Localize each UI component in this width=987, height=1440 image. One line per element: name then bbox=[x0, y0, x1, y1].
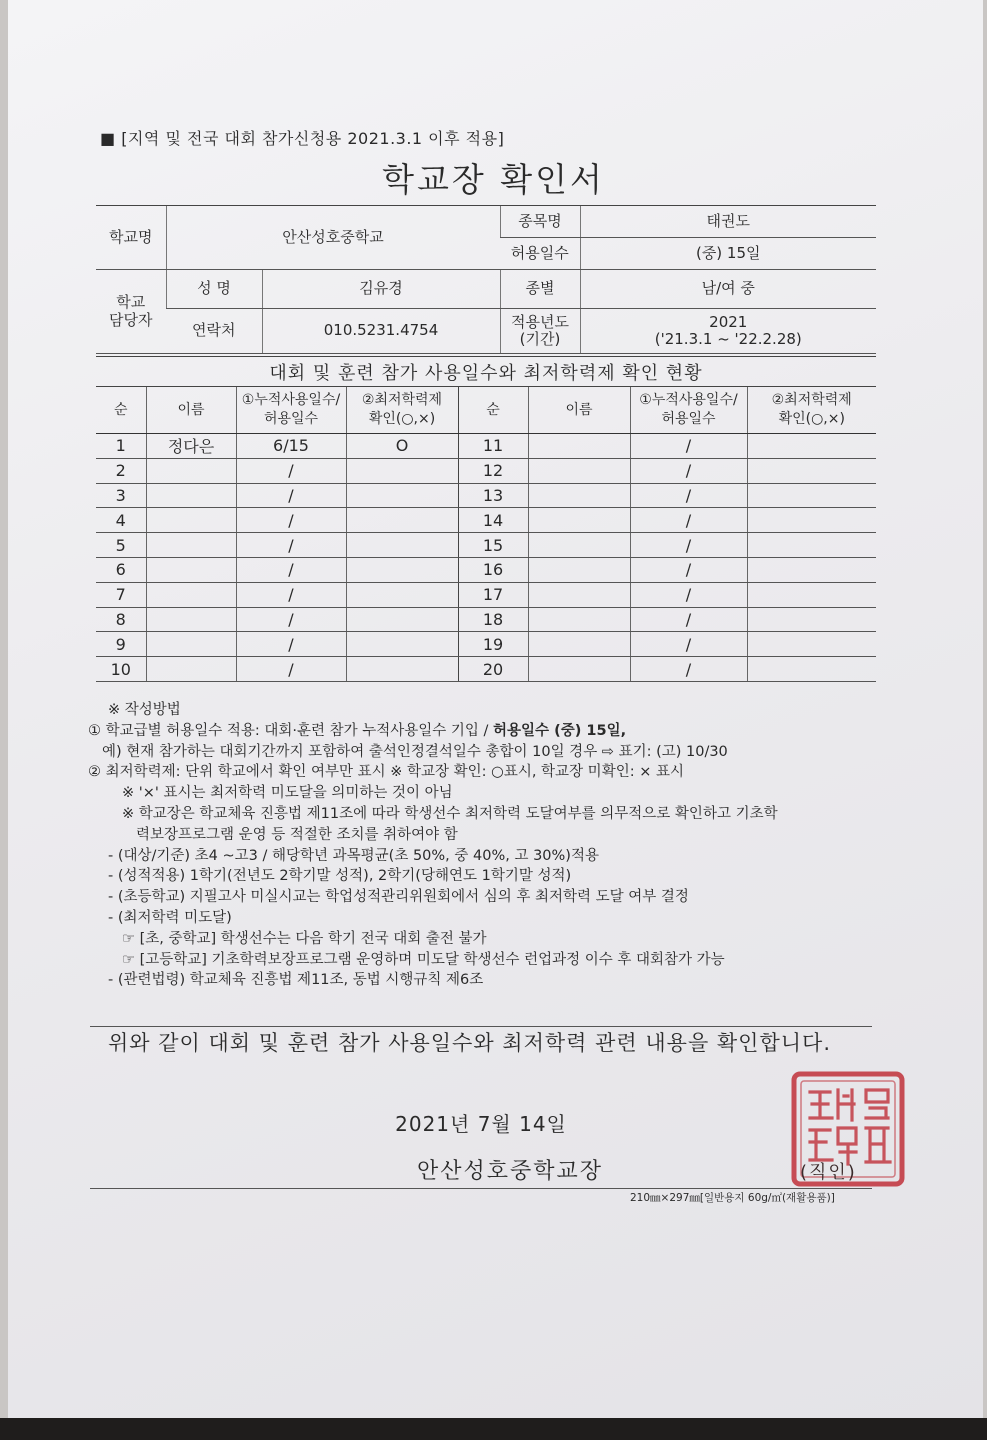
header-tag: ■ [지역 및 전국 대회 참가신청용 2021.3.1 이후 적용] bbox=[100, 129, 505, 148]
table-row bbox=[96, 434, 876, 459]
row-no-right: 13 bbox=[458, 483, 528, 508]
header-check bbox=[346, 387, 458, 434]
row-name-right bbox=[528, 557, 630, 582]
seal-label: (직인) bbox=[800, 1162, 857, 1183]
row-check-right bbox=[747, 533, 876, 558]
row-days-left: 6/15 bbox=[236, 434, 346, 459]
row-days-right: / bbox=[630, 657, 747, 682]
row-days-left: / bbox=[236, 483, 346, 508]
header-no-right: 순 bbox=[458, 387, 528, 434]
manager-label-line1: 학교 bbox=[116, 293, 146, 312]
row-check-right bbox=[747, 582, 876, 607]
row-check-left bbox=[346, 607, 458, 632]
usage-table bbox=[96, 386, 876, 682]
row-check-right bbox=[747, 458, 876, 483]
note-5: ※ 학교장은 학교체육 진흥법 제11조에 따라 학생선수 최저학력 도달여부를 의무적으로 확인하고 기초학 bbox=[122, 805, 778, 822]
table-row bbox=[96, 582, 876, 607]
row-name-left bbox=[146, 657, 236, 682]
row-name-right bbox=[528, 434, 630, 459]
header-check-right-line1: ②최저학력제 bbox=[771, 392, 852, 409]
row-check-right bbox=[747, 632, 876, 657]
table-row bbox=[96, 458, 876, 483]
row-no-right: 20 bbox=[458, 657, 528, 682]
row-no-left: 7 bbox=[96, 582, 146, 607]
row-no-left: 4 bbox=[96, 508, 146, 533]
row-check-left bbox=[346, 657, 458, 682]
photo-shadow bbox=[0, 1418, 987, 1440]
school-name: 안산성호중학교 bbox=[166, 206, 500, 270]
row-days-right: / bbox=[630, 434, 747, 459]
row-name-right bbox=[528, 458, 630, 483]
row-days-left: / bbox=[236, 582, 346, 607]
note-6: 력보장프로그램 운영 등 적절한 조치를 취하여야 함 bbox=[136, 826, 458, 843]
row-check-right bbox=[747, 557, 876, 582]
row-no-right: 11 bbox=[458, 434, 528, 459]
row-no-left: 5 bbox=[96, 533, 146, 558]
manager-label-line2: 담당자 bbox=[109, 310, 153, 329]
row-no-left: 1 bbox=[96, 434, 146, 459]
note-3: ② 최저학력제: 단위 학교에서 확인 여부만 표시 ※ 학교장 확인: ○표시, 학교장 미확인: × 표시 bbox=[88, 764, 684, 781]
year-label-line2: (기간) bbox=[519, 330, 561, 348]
table-row bbox=[96, 508, 876, 533]
year-label-line1: 적용년도 bbox=[511, 312, 569, 331]
table-row bbox=[96, 607, 876, 632]
row-check-left bbox=[346, 557, 458, 582]
writing-instructions bbox=[88, 700, 888, 991]
row-check-right bbox=[747, 483, 876, 508]
row-no-right: 15 bbox=[458, 533, 528, 558]
header-days bbox=[236, 387, 346, 434]
header-check-line1: ②최저학력제 bbox=[361, 392, 443, 409]
row-no-left: 3 bbox=[96, 483, 146, 508]
row-no-right: 12 bbox=[458, 458, 528, 483]
row-days-left: / bbox=[236, 607, 346, 632]
row-days-left: / bbox=[236, 632, 346, 657]
gender-label: 종별 bbox=[500, 270, 580, 309]
header-check-right bbox=[747, 387, 876, 434]
notes-title: ※ 작성방법 bbox=[108, 702, 181, 718]
row-name-left bbox=[146, 483, 236, 508]
school-info-table bbox=[96, 205, 876, 354]
row-name-left bbox=[146, 508, 236, 533]
row-days-right: / bbox=[630, 632, 747, 657]
header-days-right-line1: ①누적사용일수/ bbox=[639, 392, 738, 409]
row-name-right bbox=[528, 483, 630, 508]
row-days-right: / bbox=[630, 582, 747, 607]
header-check-right-line2: 확인(○,×) bbox=[778, 411, 845, 427]
row-no-left: 2 bbox=[96, 458, 146, 483]
row-name-right bbox=[528, 582, 630, 607]
row-no-right: 16 bbox=[458, 557, 528, 582]
row-no-left: 9 bbox=[96, 632, 146, 657]
row-name-right bbox=[528, 533, 630, 558]
row-name-right bbox=[528, 657, 630, 682]
manager-label bbox=[96, 270, 166, 354]
row-name-left bbox=[146, 632, 236, 657]
header-name: 이름 bbox=[146, 387, 236, 434]
note-1-bold: 허용일수 (중) 15일, bbox=[493, 722, 627, 739]
row-name-right bbox=[528, 607, 630, 632]
row-check-left bbox=[346, 483, 458, 508]
row-check-left bbox=[346, 632, 458, 657]
row-days-right: / bbox=[630, 508, 747, 533]
year-label bbox=[500, 309, 580, 354]
note-7: - (대상/기준) 초4 ~고3 / 해당학년 과목평균(초 50%, 중 40%, 고 30%)적용 bbox=[108, 847, 599, 864]
name-value: 김유경 bbox=[262, 270, 500, 309]
note-8: - (성적적용) 1학기(전년도 2학기말 성적), 2학기(당해연도 1학기말 성적) bbox=[108, 868, 572, 885]
contact-value: 010.5231.4754 bbox=[262, 309, 500, 354]
row-no-left: 8 bbox=[96, 607, 146, 632]
row-check-right bbox=[747, 607, 876, 632]
row-days-right: / bbox=[630, 533, 747, 558]
allowed-days-label: 허용일수 bbox=[500, 238, 580, 270]
header-days-line2: 허용일수 bbox=[263, 411, 319, 427]
principal-name: 안산성호중학교장 bbox=[416, 1159, 604, 1184]
row-name-left bbox=[146, 607, 236, 632]
school-label: 학교명 bbox=[96, 206, 166, 270]
header-days-line1: ①누적사용일수/ bbox=[241, 392, 341, 409]
row-no-left: 10 bbox=[96, 657, 146, 682]
note-2 bbox=[88, 742, 888, 763]
row-check-left bbox=[346, 458, 458, 483]
row-no-right: 19 bbox=[458, 632, 528, 657]
table-row bbox=[96, 657, 876, 682]
paper-spec: 210㎜×297㎜[일반용지 60g/㎡(재활용품)] bbox=[630, 1192, 835, 1204]
name-label: 성 명 bbox=[166, 270, 262, 309]
row-name-left bbox=[146, 557, 236, 582]
row-name-right bbox=[528, 508, 630, 533]
header-name-right: 이름 bbox=[528, 387, 630, 434]
note-1 bbox=[88, 721, 888, 742]
row-days-left: / bbox=[236, 458, 346, 483]
year-value bbox=[580, 309, 876, 354]
period: ('21.3.1 ~ '22.2.28) bbox=[654, 330, 802, 348]
row-check-left: O bbox=[346, 434, 458, 459]
header-days-right bbox=[630, 387, 747, 434]
row-check-right bbox=[747, 657, 876, 682]
note-11: ☞ [초, 중학교] 학생선수는 다음 학기 전국 대회 출전 불가 bbox=[122, 930, 487, 947]
row-check-left bbox=[346, 508, 458, 533]
row-days-left: / bbox=[236, 508, 346, 533]
row-days-right: / bbox=[630, 557, 747, 582]
row-name-left bbox=[146, 582, 236, 607]
row-days-left: / bbox=[236, 533, 346, 558]
row-name-left: 정다은 bbox=[146, 434, 236, 459]
row-days-left: / bbox=[236, 657, 346, 682]
row-check-right bbox=[747, 508, 876, 533]
note-9: - (초등학교) 지필고사 미실시교는 학업성적관리위원회에서 심의 후 최저학력 도달 여부 결정 bbox=[108, 889, 689, 906]
usage-table-header bbox=[96, 387, 876, 434]
note-12: ☞ [고등학교] 기초학력보장프로그램 운영하며 미도달 학생선수 런업과정 이수 후 대회참가 가능 bbox=[122, 951, 725, 968]
table-row bbox=[96, 632, 876, 657]
note-10: - (최저학력 미도달) bbox=[108, 909, 232, 926]
gender-value: 남/여 중 bbox=[580, 270, 876, 309]
row-days-left: / bbox=[236, 557, 346, 582]
row-check-left bbox=[346, 582, 458, 607]
table-row bbox=[96, 557, 876, 582]
year: 2021 bbox=[709, 312, 748, 331]
allowed-days-value: (중) 15일 bbox=[580, 238, 876, 270]
sport-value: 태권도 bbox=[580, 206, 876, 238]
note-13: - (관련법령) 학교체육 진흥법 제11조, 동법 시행규칙 제6조 bbox=[108, 972, 484, 989]
confirmation-statement: 위와 같이 대회 및 훈련 참가 사용일수와 최저학력 관련 내용을 확인합니다. bbox=[108, 1031, 832, 1055]
document-title: 학교장 확인서 bbox=[382, 160, 605, 199]
row-days-right: / bbox=[630, 483, 747, 508]
row-no-right: 17 bbox=[458, 582, 528, 607]
table-row bbox=[96, 483, 876, 508]
header-days-right-line2: 허용일수 bbox=[661, 411, 716, 427]
note-1-text: ① 학교급별 허용일수 적용: 대회·훈련 참가 누적사용일수 기입 / bbox=[88, 722, 494, 739]
row-no-right: 14 bbox=[458, 508, 528, 533]
sport-label: 종목명 bbox=[500, 206, 580, 238]
note-2-text: 예) 현재 참가하는 대회기간까지 포함하여 출석인정결석일수 총합이 10일 경우 ⇨ 표기: (고) 10/30 bbox=[102, 743, 728, 760]
row-name-left bbox=[146, 458, 236, 483]
table-row bbox=[96, 533, 876, 558]
row-name-right bbox=[528, 632, 630, 657]
header-no: 순 bbox=[96, 387, 146, 434]
contact-label: 연락처 bbox=[166, 309, 262, 354]
row-no-right: 18 bbox=[458, 607, 528, 632]
row-name-left bbox=[146, 533, 236, 558]
note-4: ※ '×' 표시는 최저학력 미도달을 의미하는 것이 아님 bbox=[122, 785, 453, 802]
row-days-right: / bbox=[630, 458, 747, 483]
row-no-left: 6 bbox=[96, 557, 146, 582]
issue-date: 2021년 7월 14일 bbox=[395, 1112, 567, 1136]
row-check-right bbox=[747, 434, 876, 459]
row-check-left bbox=[346, 533, 458, 558]
row-days-right: / bbox=[630, 607, 747, 632]
header-check-line2: 확인(○,×) bbox=[368, 411, 436, 427]
section-heading: 대회 및 훈련 참가 사용일수와 최저학력제 확인 현황 bbox=[96, 356, 876, 385]
bottom-divider bbox=[90, 1188, 872, 1189]
